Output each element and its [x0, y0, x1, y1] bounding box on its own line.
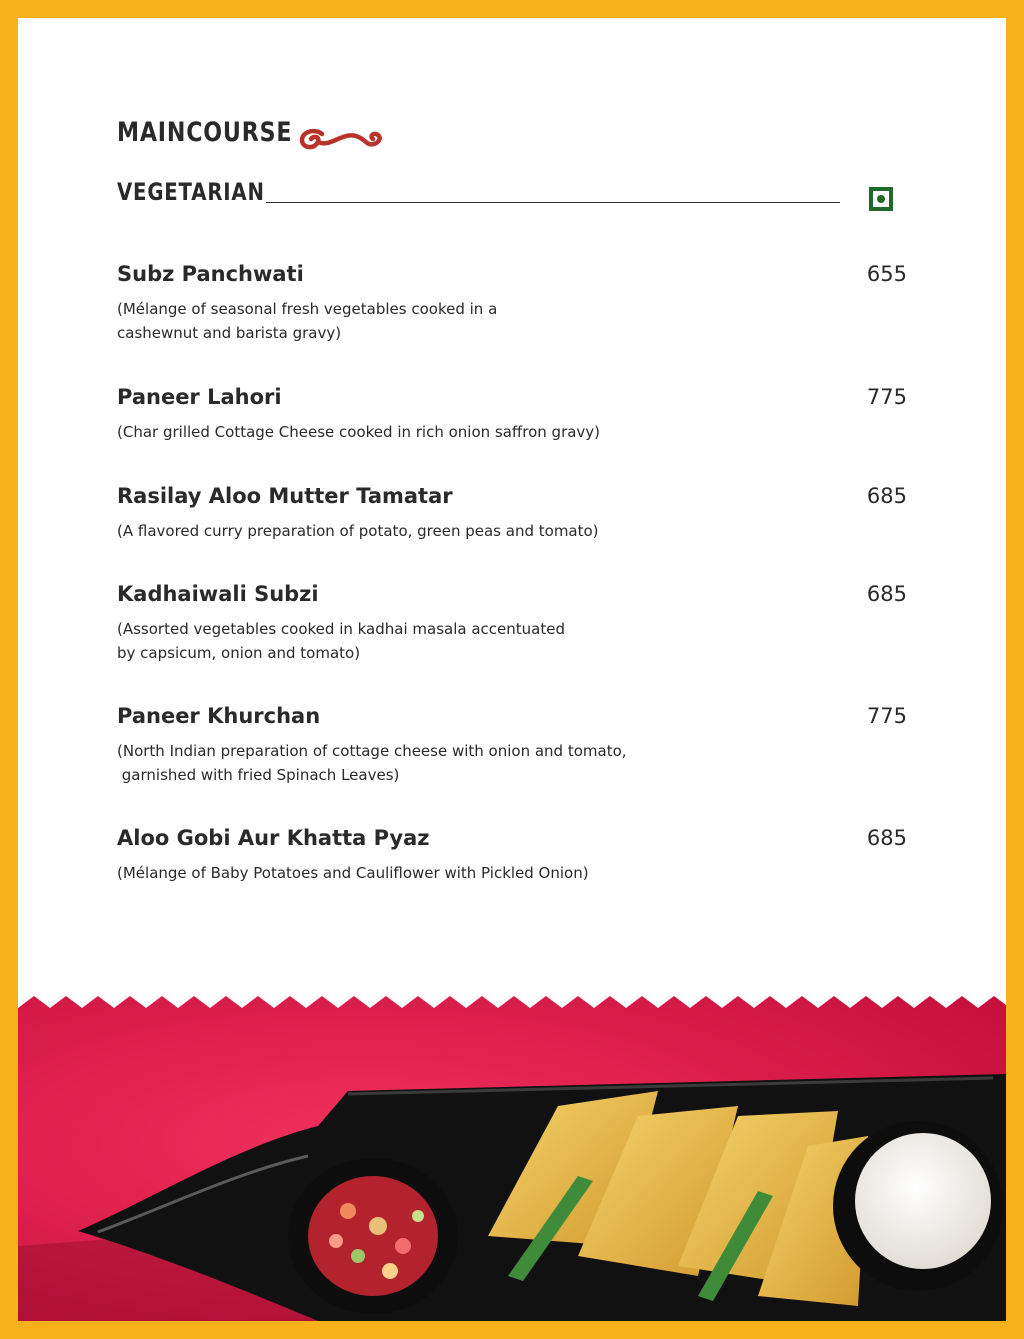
item-price: 775: [866, 385, 907, 409]
item-price: 685: [866, 826, 907, 850]
menu-item: [117, 825, 917, 885]
item-name: Subz Panchwati: [117, 262, 304, 286]
menu-item: [117, 703, 917, 787]
section-title: MAINCOURSE: [117, 117, 293, 148]
item-name: Paneer Khurchan: [117, 704, 321, 728]
item-name: Rasilay Aloo Mutter Tamatar: [117, 484, 453, 508]
menu-item: [117, 261, 917, 345]
item-description: (Mélange of Baby Potatoes and Cauliflower with Pickled Onion): [117, 864, 589, 882]
menu-item: [117, 384, 917, 444]
item-price: 685: [866, 582, 907, 606]
divider: [266, 202, 840, 203]
decorative-swirl-icon: [296, 122, 386, 158]
item-description: (Char grilled Cottage Cheese cooked in rich onion saffron gravy): [117, 423, 601, 441]
item-description: (North Indian preparation of cottage cheese with onion and tomato, garnished with fried Spinach Leaves): [117, 742, 627, 784]
item-description: (Assorted vegetables cooked in kadhai masala accentuated by capsicum, onion and tomato): [117, 620, 565, 662]
menu-page: [18, 18, 1006, 1321]
item-description: (Mélange of seasonal fresh vegetables cooked in a cashewnut and barista gravy): [117, 300, 498, 342]
menu-item: [117, 581, 917, 665]
item-price: 775: [866, 704, 907, 728]
item-name: Paneer Lahori: [117, 385, 282, 409]
item-name: Aloo Gobi Aur Khatta Pyaz: [117, 826, 430, 850]
section-subtitle: VEGETARIAN: [117, 178, 265, 206]
item-name: Kadhaiwali Subzi: [117, 582, 319, 606]
item-price: 655: [866, 262, 907, 286]
menu-item: [117, 483, 917, 543]
item-description: (A flavored curry preparation of potato, green peas and tomato): [117, 522, 599, 540]
food-photo: [18, 996, 1006, 1321]
item-price: 685: [866, 484, 907, 508]
veg-symbol-icon: [869, 187, 893, 211]
